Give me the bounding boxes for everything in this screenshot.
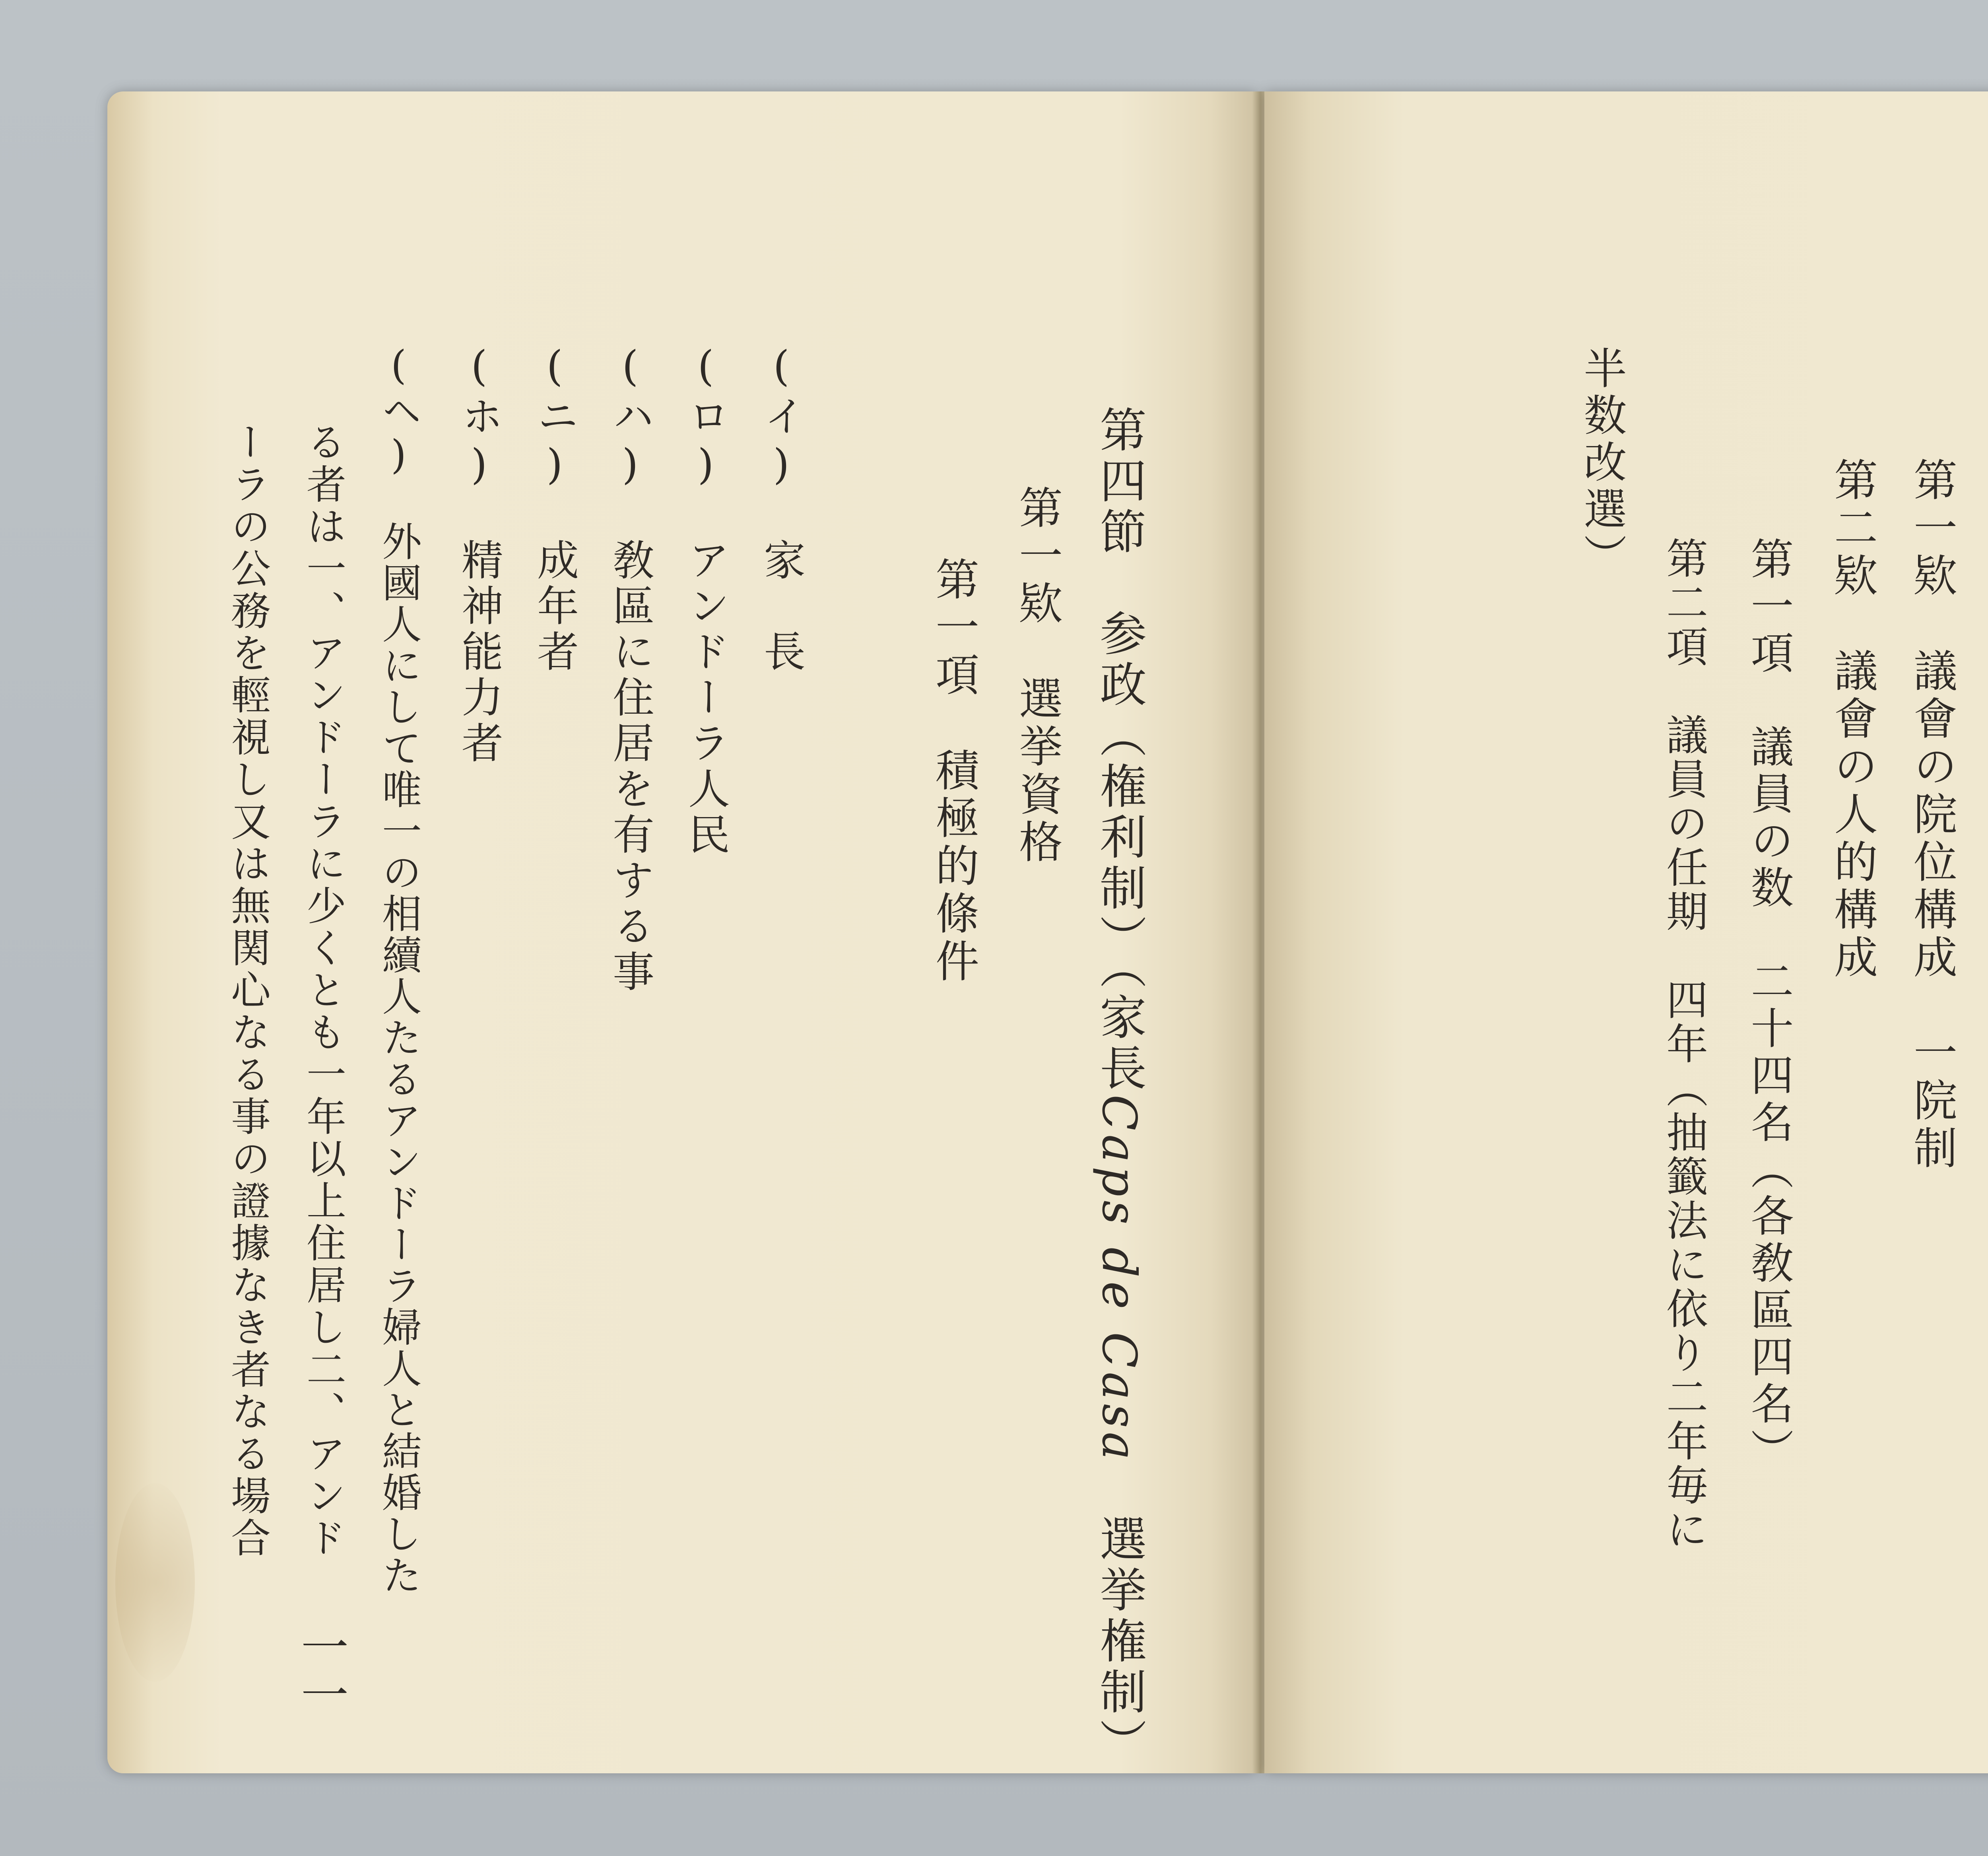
section-3-heading [1984,378,1988,825]
article-1-heading: 第一欵 選挙資格 [1012,485,1063,867]
page-number-left: 一一 [293,1622,348,1718]
left-page [107,91,1256,1773]
open-book [107,91,1988,1773]
condition-ha: (ハ) 敎區に住居を有する事 [606,342,654,996]
section-4-heading: 第四節 参政（権利制）（家長Caps de Casa 選挙権制） [1092,406,1147,1769]
item-1-heading: 第一項 積極的條件 [928,557,979,986]
item-member-term-cont: 半数改選） [1576,346,1626,580]
condition-he-cont-1: る者は一、アンドーラに少くとも一年以上住居し二、アンド [300,421,346,1559]
article-1-structure: 第一欵 議會の院位構成 一院制 [1906,457,1957,1173]
item-member-term: 第二項 議員の任期 四年（抽籤法に依り二年毎に [1660,537,1708,1552]
condition-ho: (ホ) 精神能力者 [455,342,503,767]
item-member-count: 第一項 議員の数 二十四名（各敎區四名） [1743,537,1793,1475]
edge-stain [115,1483,195,1682]
condition-ni: (ニ) 成年者 [530,342,579,676]
condition-he-cont-2: ーラの公務を輕視し又は無関心なる事の證據なき者なる場合 [224,421,271,1559]
condition-ro: (ロ) アンドーラ人民 [681,342,730,858]
condition-he: (ヘ) 外國人にして唯一の相續人たるアンドーラ婦人と結婚した [375,342,422,1596]
article-2-structure: 第二欵 議會の人的構成 [1827,457,1878,982]
right-page [1264,91,1988,1773]
condition-i: (イ) 家 長 [757,342,806,676]
